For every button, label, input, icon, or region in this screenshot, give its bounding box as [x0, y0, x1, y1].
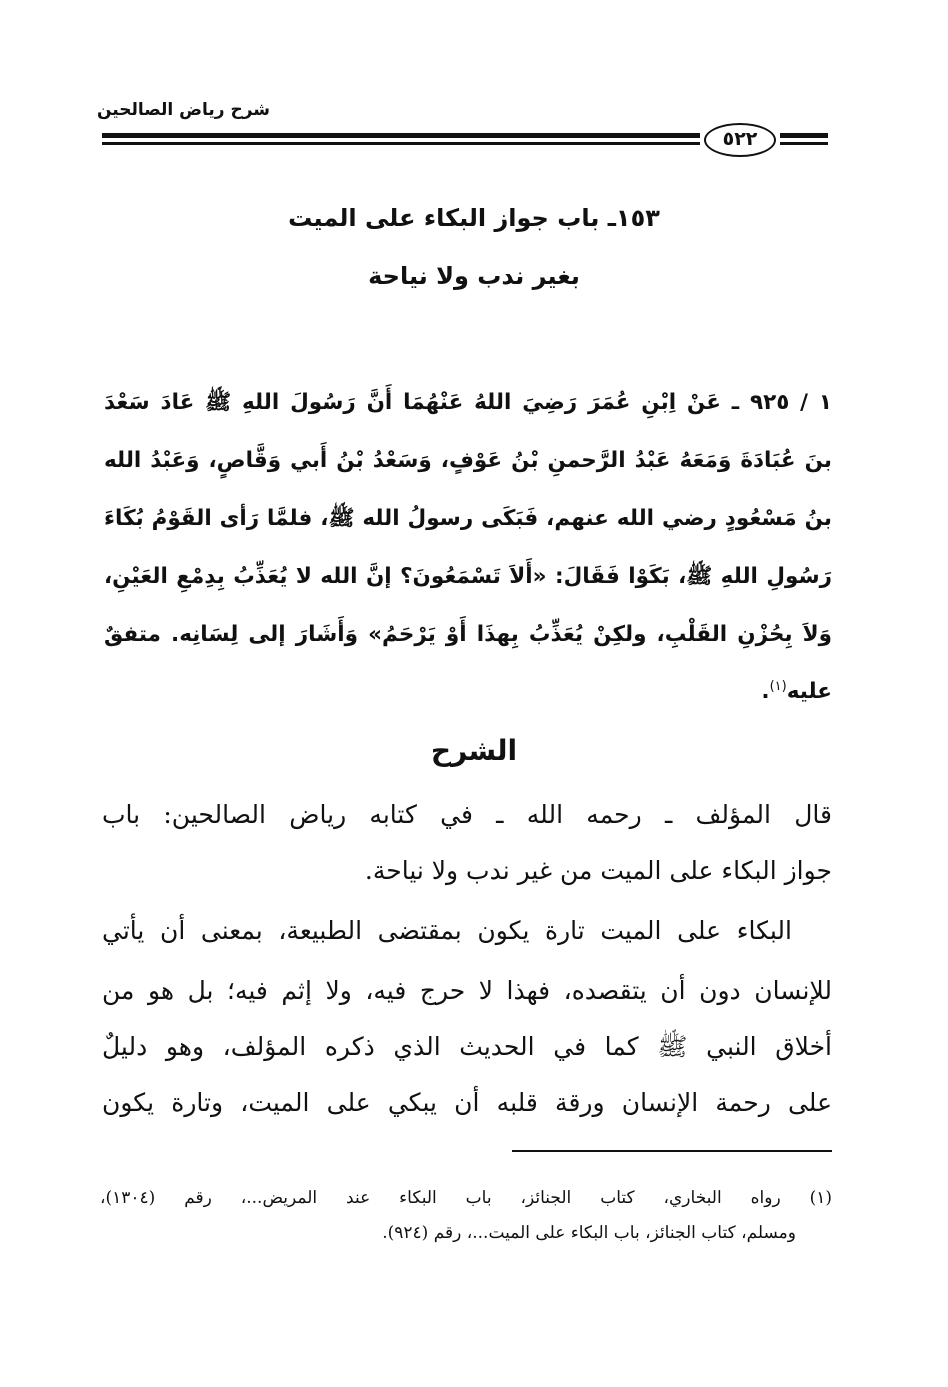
- footnote-line: (١) رواه البخاري، كتاب الجنائز، باب البكاء عند المريض...، رقم (١٣٠٤)،: [100, 1188, 832, 1208]
- commentary-line: على رحمة الإنسان ورقة قلبه أن يبكي على الميت، وتارة يكون: [102, 1088, 832, 1117]
- chapter-title: ١٥٣ـ باب جواز البكاء على الميت: [288, 204, 660, 232]
- hadith-last-line-end: .: [761, 679, 770, 705]
- commentary-line: أخلاق النبي ﷺ كما في الحديث الذي ذكره المؤلف، وهو دليلٌ: [102, 1032, 832, 1061]
- header-rule: [102, 133, 700, 138]
- commentary-line: للإنسان دون أن يتقصده، فهذا لا حرج فيه، ولا إثم فيه؛ بل هو من: [102, 976, 832, 1005]
- commentary-heading: الشرح: [430, 734, 518, 767]
- hadith-line: ١ / ٩٢٥ ـ عَنْ اِبْنِ عُمَرَ رَضِيَ اللهُ عَنْهُمَا أَنَّ رَسُولَ اللهِ ﷺ عَادَ سَعْدَ: [104, 390, 832, 415]
- footnote-reference: (١): [769, 679, 787, 694]
- hadith-last-line-text: عليه: [786, 679, 832, 705]
- hadith-line: وَلاَ بِحُزْنِ القَلْبِ، ولكِنْ يُعَذِّبُ بِهذَا أَوْ يَرْحَمُ» وَأَشَارَ إلى لِسَانِه. متفقٌ: [104, 622, 832, 647]
- commentary-line: البكاء على الميت تارة يكون بمقتضى الطبيعة، بمعنى أن يأتي: [102, 916, 792, 945]
- header-rule-right: [780, 133, 828, 138]
- footnote-separator: [512, 1150, 832, 1152]
- hadith-line: بنَ عُبَادَةَ وَمَعَهُ عَبْدُ الرَّحمنِ بْنُ عَوْفٍ، وَسَعْدُ بْنُ أَبي وَقَّاصٍ، وَعَبْدُ الله: [104, 448, 832, 473]
- chapter-subtitle: بغير ندب ولا نياحة: [368, 262, 580, 290]
- footnote-line: ومسلم، كتاب الجنائز، باب البكاء على الميت...، رقم (٩٢٤).: [382, 1223, 796, 1243]
- hadith-last-line: [104, 680, 832, 703]
- running-title: شرح رياض الصالحين: [96, 100, 270, 120]
- hadith-line: رَسُولِ اللهِ ﷺ، بَكَوْا فَقَالَ: «أَلاَ تَسْمَعُونَ؟ إنَّ الله لا يُعَذِّبُ بِدِمْعِ العَيْنِ،: [104, 564, 832, 589]
- page-number: ٥٢٢: [704, 123, 776, 157]
- commentary-line: قال المؤلف ـ رحمه الله ـ في كتابه رياض الصالحين: باب: [102, 800, 832, 829]
- hadith-line: بنُ مَسْعُودٍ رضي الله عنهم، فَبَكَى رسولُ الله ﷺ، فلمَّا رَأى القَوْمُ بُكَاءَ: [104, 506, 832, 531]
- commentary-line: جواز البكاء على الميت من غير ندب ولا نياحة.: [364, 856, 832, 885]
